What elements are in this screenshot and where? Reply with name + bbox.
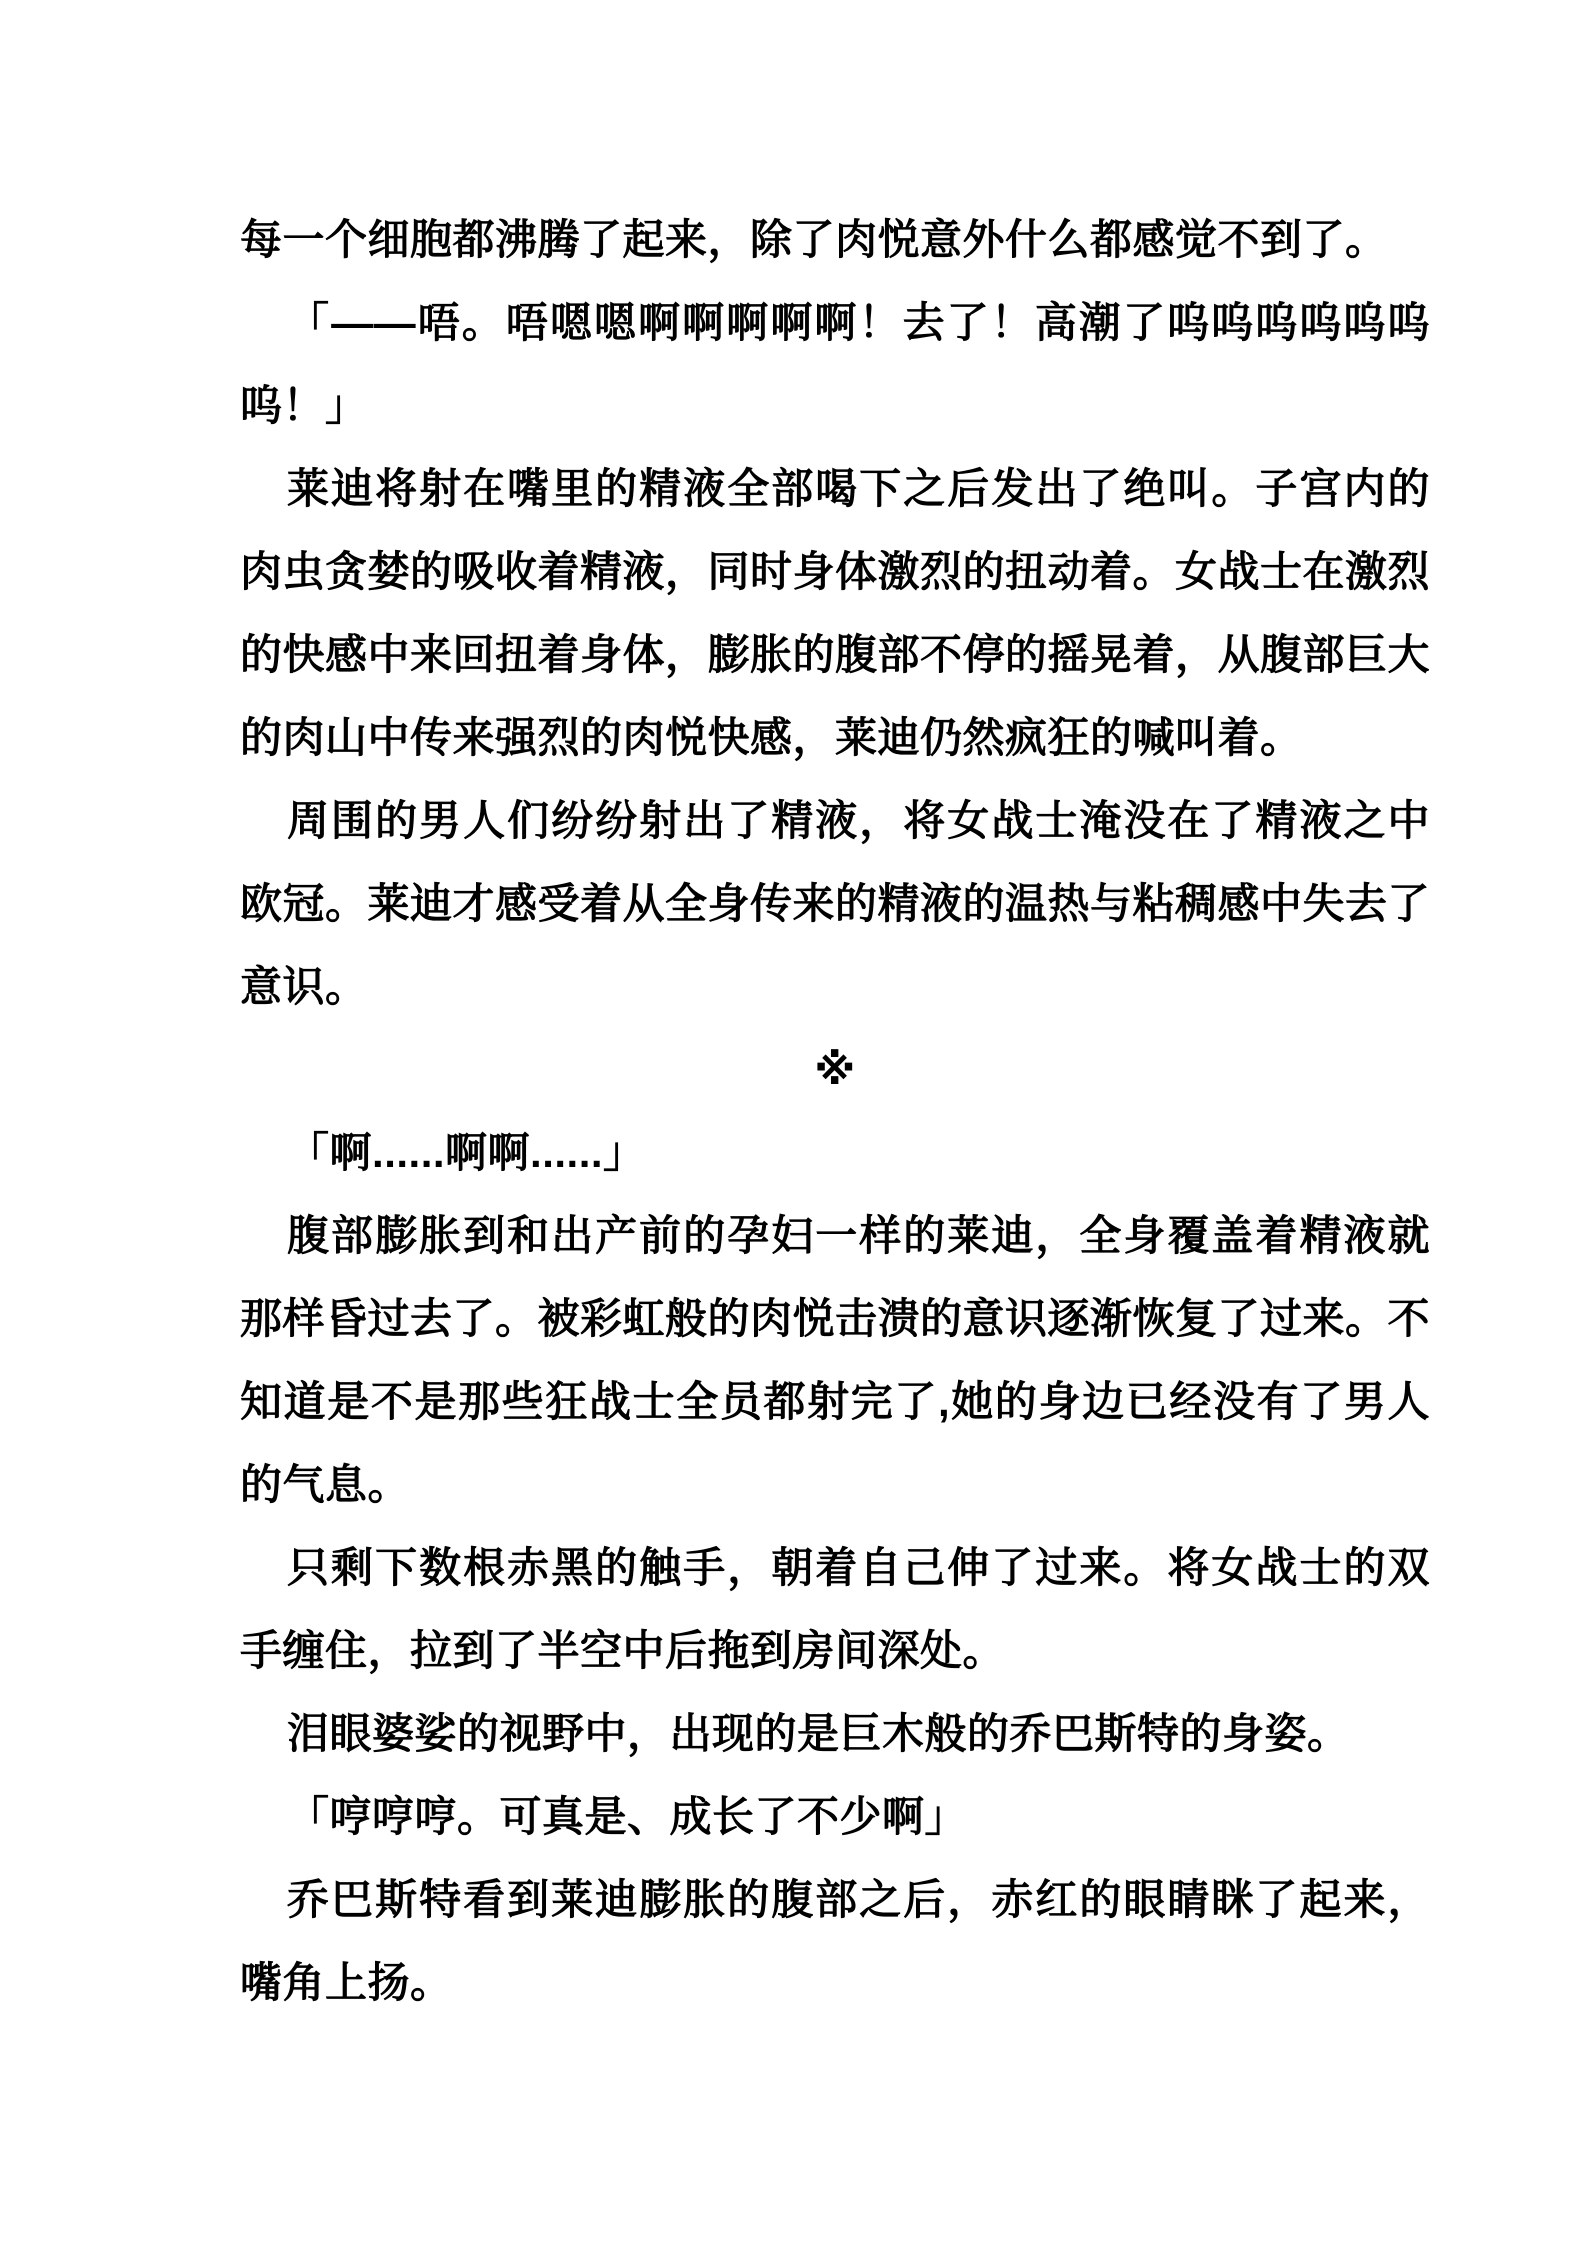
body-paragraph: 周围的男人们纷纷射出了精液，将女战士淹没在了精液之中欧冠。莱迪才感受着从全身传来的精液的温热与粘稠感中失去了意识。 xyxy=(240,797,1431,1010)
body-paragraph: 每一个细胞都沸腾了起来，除了肉悦意外什么都感觉不到了。 xyxy=(240,216,1388,263)
body-paragraph: 泪眼婆娑的视野中，出现的是巨木般的乔巴斯特的身姿。 xyxy=(287,1710,1350,1757)
body-paragraph: 腹部膨胀到和出产前的孕妇一样的莱迪，全身覆盖着精液就那样昏过去了。被彩虹般的肉悦击溃的意识逐渐恢复了过来。不知道是不是那些狂战士全员都射完了,她的身边已经没有了男人的气息。 xyxy=(240,1212,1431,1508)
body-paragraph: 莱迪将射在嘴里的精液全部喝下之后发出了绝叫。子宫内的肉虫贪婪的吸收着精液，同时身体激烈的扭动着。女战士在激烈的快感中来回扭着身体，膨胀的腹部不停的摇晃着，从腹部巨大的肉山中传来强烈的肉悦快感，莱迪仍然疯狂的喊叫着。 xyxy=(240,465,1431,761)
body-paragraph: 乔巴斯特看到莱迪膨胀的腹部之后，赤红的眼睛眯了起来，嘴角上扬。 xyxy=(240,1876,1430,2006)
section-divider: ※ xyxy=(814,1046,856,1093)
dialogue-paragraph: 「哼哼哼。可真是、成长了不少啊」 xyxy=(287,1793,968,1840)
dialogue-paragraph: 「——唔。唔嗯嗯啊啊啊啊啊！去了！高潮了呜呜呜呜呜呜呜！」 xyxy=(240,299,1430,429)
dialogue-paragraph: 「啊......啊啊......」 xyxy=(287,1129,646,1176)
body-paragraph: 只剩下数根赤黑的触手，朝着自己伸了过来。将女战士的双手缠住，拉到了半空中后拖到房间深处。 xyxy=(240,1544,1430,1674)
